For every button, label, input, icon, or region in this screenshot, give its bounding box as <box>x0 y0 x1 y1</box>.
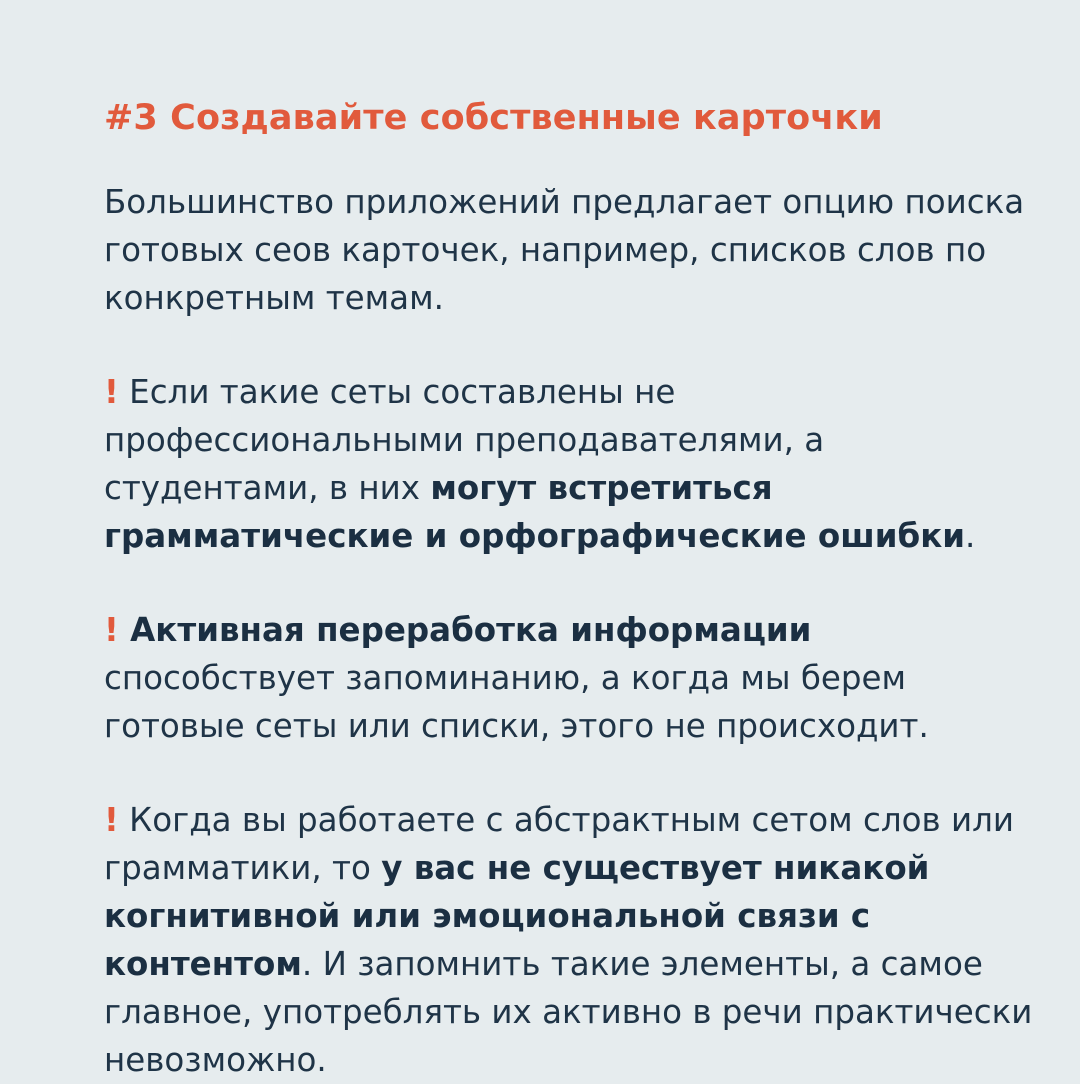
paragraph-warning-connection <box>104 796 1040 1084</box>
paragraph-warning-processing-text: способствует запоминанию, а когда мы берем готовые сеты или списки, этого не происходит. <box>104 659 929 745</box>
paragraph-warning-connection-emphasis: у вас не существует никакой когнитивной или эмоциональной связи с контентом <box>104 849 930 983</box>
exclamation-icon: ! <box>104 373 119 411</box>
paragraph-warning-errors-end: . <box>965 517 976 555</box>
paragraph-warning-errors-emphasis: могут встретиться грамматические и орфографические ошибки <box>104 469 966 555</box>
exclamation-icon: ! <box>104 611 119 649</box>
exclamation-icon: ! <box>104 801 119 839</box>
paragraph-warning-processing-emphasis: Активная переработка информации <box>118 611 812 649</box>
paragraph-intro-text: Большинство приложений предлагает опцию поиска готовых сеов карточек, например, списков слов по конкретным темам. <box>104 183 1025 317</box>
paragraph-warning-errors-text: Если такие сеты составлены не профессиональными преподавателями, а студентами, в них <box>104 373 825 507</box>
slide-heading: #3 Создавайте собственные карточки <box>104 98 883 138</box>
paragraph-warning-errors <box>104 368 1040 560</box>
paragraph-intro <box>104 178 1040 322</box>
paragraph-warning-connection-end: . И запомнить такие элементы, а самое главное, употреблять их активно в речи практически невозможно. <box>104 945 1033 1079</box>
paragraph-warning-processing <box>104 606 1040 750</box>
paragraph-warning-connection-text: Когда вы работаете с абстрактным сетом слов или грамматики, то <box>104 801 1015 887</box>
